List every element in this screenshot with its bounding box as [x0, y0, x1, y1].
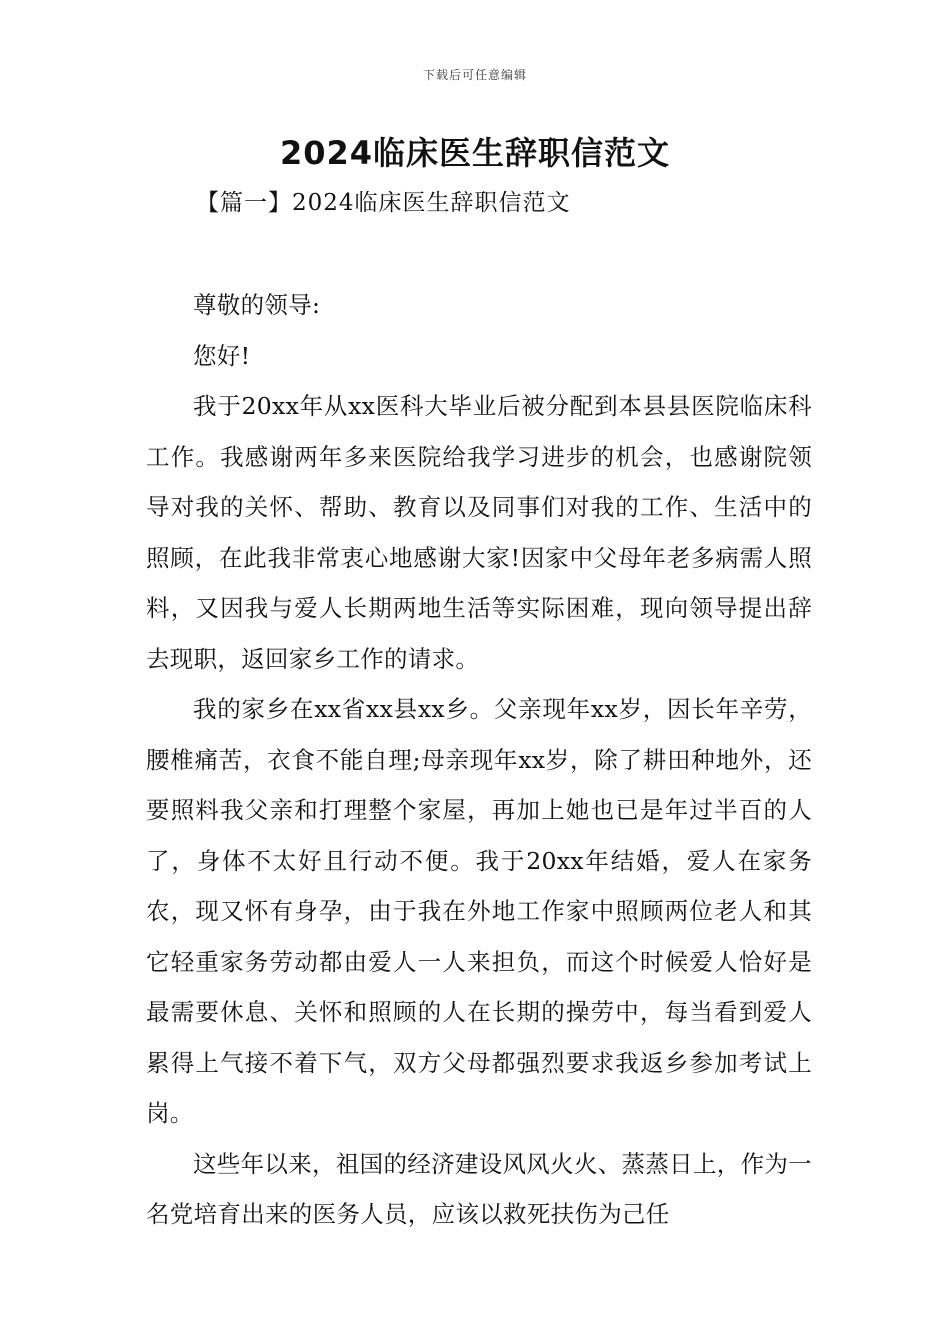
paragraph-3: 这些年以来，祖国的经济建设风风火火、蒸蒸日上，作为一名党培育出来的医务人员，应该以救死扶伤为己任: [146, 1149, 812, 1228]
salutation: 尊敬的领导:: [193, 291, 321, 319]
greeting: 您好!: [193, 341, 251, 370]
section-subtitle: 【篇一】2024临床医生辞职信范文: [196, 190, 571, 216]
paragraph-1: 我于20xx年从xx医科大毕业后被分配到本县县医院临床科工作。我感谢两年多来医院给我学习进步的机会，也感谢院领导对我的关怀、帮助、教育以及同事们对我的工作、生活中的照顾，在此我非常衷心地感谢大家!因家中父母年老多病需人照料，又因我与爱人长期两地生活等实际困难，现向领导提出辞去现职，返回家乡工作的请求。: [146, 392, 812, 673]
letter-body: [146, 280, 812, 1240]
header-note: 下载后可任意编辑: [422, 68, 527, 82]
document-title: 2024临床医生辞职信范文: [279, 134, 671, 172]
paragraph-2: 我的家乡在xx省xx县xx乡。父亲现年xx岁，因长年辛劳，腰椎痛苦，衣食不能自理;母亲现年xx岁，除了耕田种地外，还要照料我父亲和打理整个家屋，再加上她也已是年过半百的人了，身体不太好且行动不便。我于20xx年结婚，爱人在家务农，现又怀有身孕，由于我在外地工作家中照顾两位老人和其它轻重家务劳动都由爱人一人来担负，而这个时候爱人恰好是最需要休息、关怀和照顾的人在长期的操劳中，每当看到爱人累得上气接不着下气，双方父母都强烈要求我返乡参加考试上岗。: [146, 695, 812, 1127]
